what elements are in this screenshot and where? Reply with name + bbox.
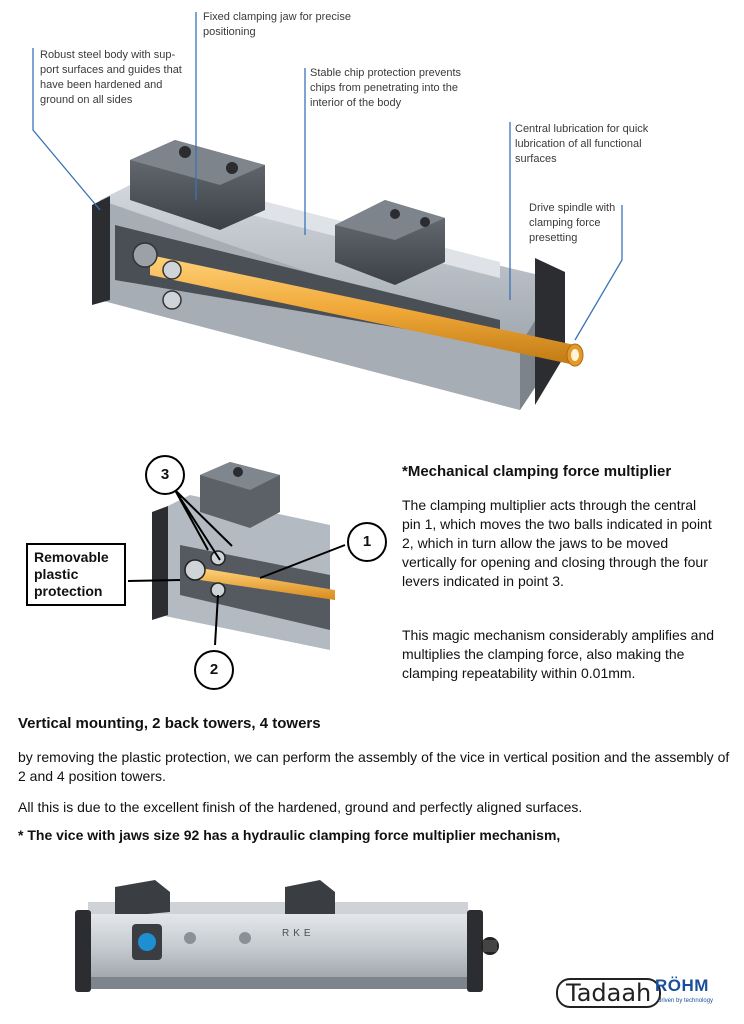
- vertical-mounting-title: Vertical mounting, 2 back towers, 4 towers: [18, 715, 321, 732]
- callout-drive-spindle: Drive spindle with clamping force presetting: [529, 202, 616, 244]
- marker-2: 2: [194, 650, 234, 690]
- removable-protection-label: Removable plastic protection: [26, 543, 126, 606]
- multiplier-paragraph-1: The clamping multiplier acts through the central pin 1, which moves the two balls indicated in point 2, which in turn allow the jaws to be moved vertically for opening and closing through the four levers indicated in point 3.: [402, 497, 712, 589]
- tadaah-logo: Tadaah: [556, 978, 661, 1008]
- marker-3: 3: [145, 455, 185, 495]
- callout-steel-body: Robust steel body with sup- port surfaces and guides that have been hardened and ground on all sides: [40, 49, 182, 106]
- right-end-plate: [535, 258, 565, 405]
- rohm-logo: RÖHM: [655, 976, 709, 995]
- product-jaw-left: [115, 880, 170, 917]
- callout-chip-protection: Stable chip protection prevents chips from penetrating into the interior of the body: [310, 67, 462, 109]
- multiplier-heading: *Mechanical clamping force multiplier: [402, 463, 672, 480]
- callout-lubrication: Central lubrication for quick lubrication of all functional surfaces: [515, 123, 649, 165]
- left-end-plate: [92, 196, 110, 305]
- multiplier-paragraph-2: This magic mechanism considerably amplifies and multiplies the clamping force, also making the clamping repeatability within 0.01mm.: [402, 627, 715, 681]
- hydraulic-note: * The vice with jaws size 92 has a hydraulic clamping force multiplier mechanism,: [18, 827, 561, 843]
- product-logo-icon: [138, 933, 156, 951]
- callout-fixed-jaw: Fixed clamping jaw for precise positioning: [203, 11, 351, 38]
- product-jaw-right: [285, 880, 335, 917]
- vertical-paragraph-1: by removing the plastic protection, we can perform the assembly of the vice in vertical position and the assembly of 2 and 4 position towers.: [18, 749, 730, 784]
- rohm-tagline: driven by technology: [658, 998, 714, 1004]
- vertical-paragraph-2: All this is due to the excellent finish of the hardened, ground and perfectly aligned surfaces.: [18, 799, 583, 815]
- product-engraving: RKE: [282, 928, 315, 939]
- marker-1: 1: [347, 522, 387, 562]
